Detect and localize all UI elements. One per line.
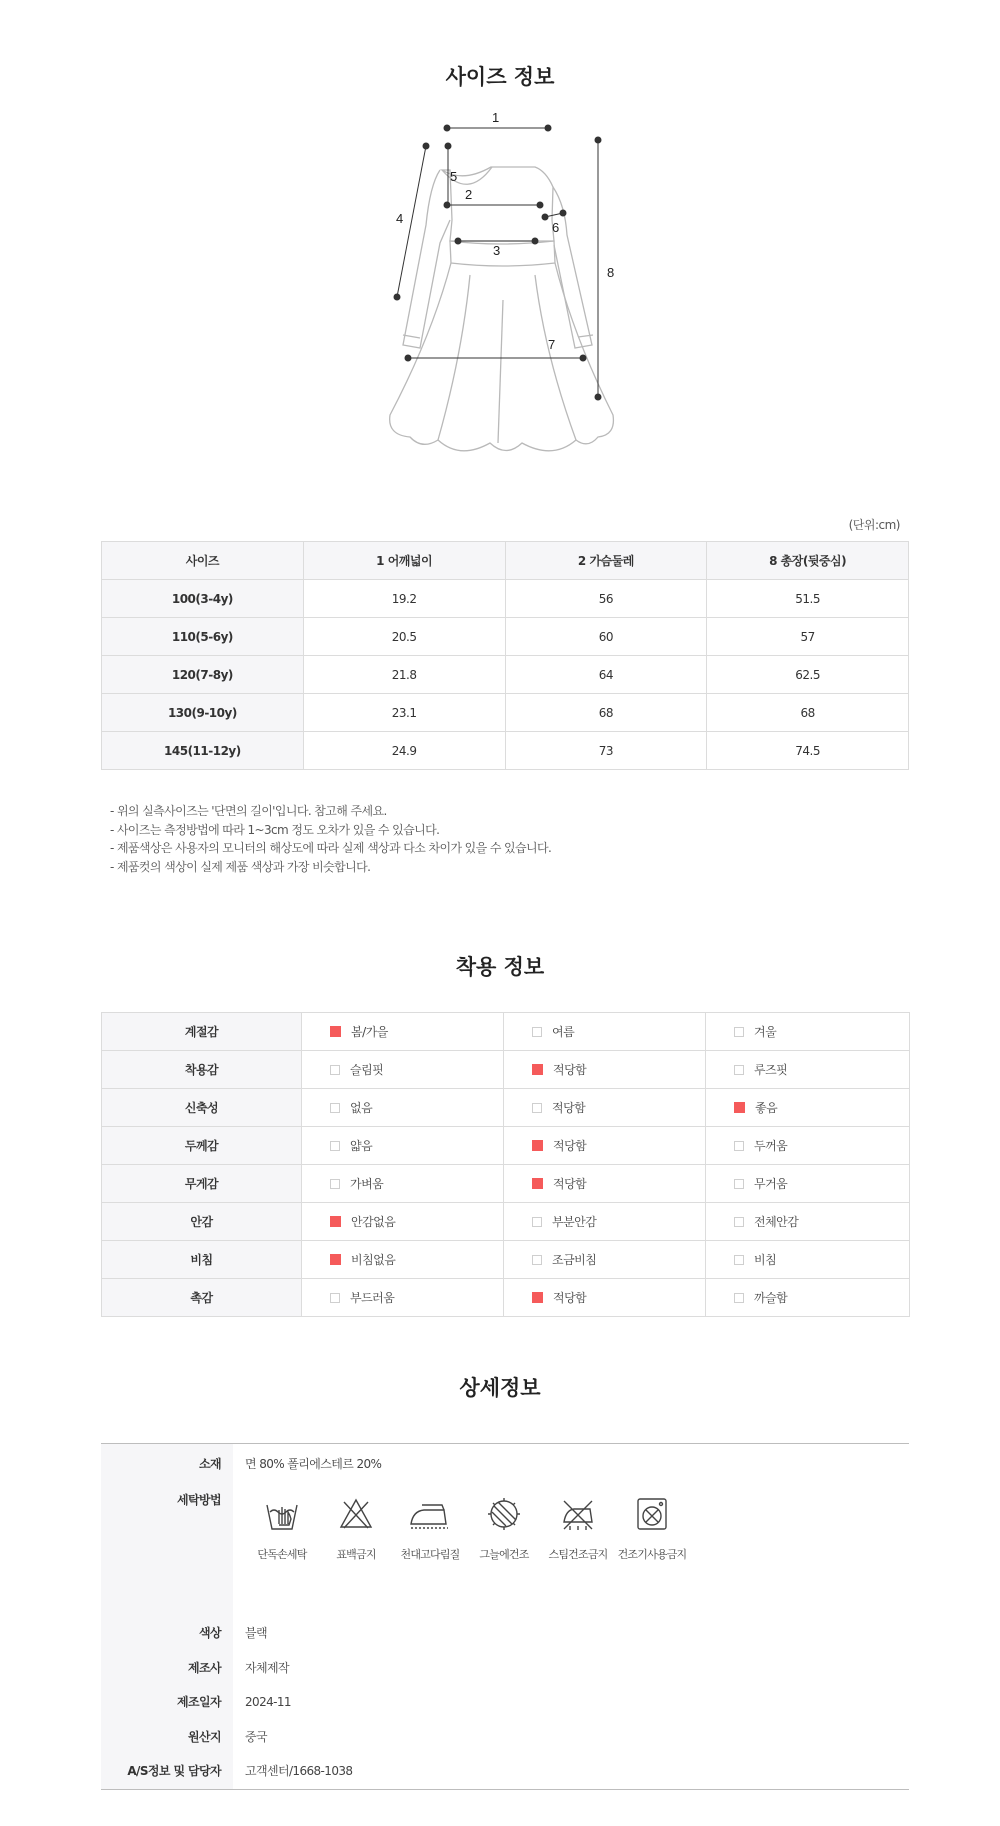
care-text: 단독손세탁 bbox=[257, 1548, 307, 1561]
table-row bbox=[102, 1013, 910, 1051]
fit-option-label: 없음 bbox=[350, 1101, 373, 1115]
shoulder-cell: 21.8 bbox=[303, 656, 505, 694]
fit-option bbox=[706, 1279, 910, 1317]
fit-label: 계절감 bbox=[102, 1013, 302, 1051]
length-cell: 74.5 bbox=[707, 732, 909, 770]
detail-row bbox=[101, 1720, 909, 1755]
shade-dry-icon-item bbox=[467, 1496, 541, 1562]
fit-option-label: 적당함 bbox=[552, 1101, 586, 1115]
chest-cell: 68 bbox=[505, 694, 707, 732]
table-row bbox=[102, 1165, 910, 1203]
detail-value: 2024-11 bbox=[245, 1695, 291, 1709]
shoulder-cell: 24.9 bbox=[303, 732, 505, 770]
care-text: 건조기사용금지 bbox=[617, 1548, 687, 1561]
unchecked-box-icon bbox=[532, 1027, 542, 1037]
fit-option bbox=[706, 1241, 910, 1279]
fit-option-label: 슬림핏 bbox=[350, 1063, 384, 1077]
checked-box-icon bbox=[330, 1026, 341, 1037]
header-chest: 2 가슴둘레 bbox=[505, 542, 707, 580]
fit-option bbox=[504, 1203, 706, 1241]
no-tumble-dry-icon bbox=[634, 1496, 670, 1532]
fit-option bbox=[504, 1241, 706, 1279]
fit-option bbox=[504, 1165, 706, 1203]
care-label: 세탁방법 bbox=[101, 1484, 233, 1616]
unchecked-box-icon bbox=[532, 1103, 542, 1113]
detail-table bbox=[101, 1443, 909, 1790]
table-row bbox=[102, 1203, 910, 1241]
fit-label: 비침 bbox=[102, 1241, 302, 1279]
detail-row bbox=[101, 1651, 909, 1686]
unchecked-box-icon bbox=[330, 1293, 340, 1303]
table-row bbox=[102, 1241, 910, 1279]
table-row bbox=[102, 1279, 910, 1317]
no-bleach-icon bbox=[338, 1496, 374, 1532]
detail-value: 블랙 bbox=[245, 1626, 267, 1640]
fit-option bbox=[302, 1089, 504, 1127]
note-item: - 제품컷의 색상이 실제 제품 색상과 가장 비슷합니다. bbox=[110, 859, 371, 874]
size-table-header bbox=[102, 542, 909, 580]
unit-label: (단위:cm) bbox=[848, 518, 900, 532]
fit-option-label: 두꺼움 bbox=[754, 1139, 788, 1153]
table-row bbox=[102, 1127, 910, 1165]
detail-label: 제조일자 bbox=[101, 1685, 233, 1720]
fit-option bbox=[504, 1279, 706, 1317]
detail-label: 원산지 bbox=[101, 1720, 233, 1755]
unchecked-box-icon bbox=[734, 1141, 744, 1151]
label-2: 2 bbox=[465, 187, 473, 202]
checked-box-icon bbox=[330, 1216, 341, 1227]
detail-value: 자체제작 bbox=[245, 1660, 289, 1675]
care-text: 스팀건조금지 bbox=[548, 1548, 608, 1561]
no-steam-dry-icon bbox=[560, 1496, 596, 1532]
fit-option bbox=[504, 1051, 706, 1089]
fit-option-label: 겨울 bbox=[754, 1025, 777, 1039]
fit-option-label: 가벼움 bbox=[350, 1177, 384, 1191]
fit-option-label: 얇음 bbox=[350, 1139, 373, 1153]
fit-option-label: 비침없음 bbox=[351, 1253, 396, 1267]
length-cell: 68 bbox=[707, 694, 909, 732]
header-length: 8 총장(뒷중심) bbox=[707, 542, 909, 580]
fit-option-label: 조금비침 bbox=[552, 1253, 597, 1267]
no-bleach-icon-item bbox=[319, 1496, 393, 1562]
fit-option bbox=[302, 1127, 504, 1165]
dress-measurement-diagram bbox=[370, 110, 650, 475]
fit-option bbox=[504, 1089, 706, 1127]
fit-option-label: 안감없음 bbox=[351, 1215, 396, 1229]
fit-option bbox=[504, 1127, 706, 1165]
fit-option bbox=[706, 1127, 910, 1165]
table-row bbox=[102, 1051, 910, 1089]
table-row bbox=[102, 1089, 910, 1127]
care-text: 천대고다림질 bbox=[400, 1548, 460, 1561]
length-cell: 51.5 bbox=[707, 580, 909, 618]
fit-option-label: 비침 bbox=[754, 1253, 777, 1267]
fit-label: 촉감 bbox=[102, 1279, 302, 1317]
table-row bbox=[102, 618, 909, 656]
label-8: 8 bbox=[607, 265, 615, 280]
table-row bbox=[102, 732, 909, 770]
fit-label: 안감 bbox=[102, 1203, 302, 1241]
fit-option bbox=[504, 1013, 706, 1051]
checked-box-icon bbox=[532, 1064, 543, 1075]
fit-option-label: 전체안감 bbox=[754, 1215, 799, 1229]
size-section-title: 사이즈 정보 bbox=[445, 65, 555, 89]
note-item: - 위의 실측사이즈는 '단면의 길이'입니다. 참고해 주세요. bbox=[110, 804, 387, 818]
fit-option-label: 적당함 bbox=[553, 1139, 587, 1153]
checked-box-icon bbox=[734, 1102, 745, 1113]
care-list bbox=[233, 1484, 909, 1616]
table-row bbox=[102, 580, 909, 618]
size-cell: 110(5-6y) bbox=[102, 618, 304, 656]
label-5: 5 bbox=[450, 169, 458, 184]
fit-label: 무게감 bbox=[102, 1165, 302, 1203]
fit-option-label: 적당함 bbox=[553, 1063, 587, 1077]
fit-option-label: 까슬함 bbox=[754, 1291, 788, 1305]
detail-label: 색상 bbox=[101, 1616, 233, 1651]
fit-label: 신축성 bbox=[102, 1089, 302, 1127]
fit-option bbox=[302, 1165, 504, 1203]
chest-cell: 73 bbox=[505, 732, 707, 770]
detail-row bbox=[101, 1754, 909, 1789]
detail-section-title: 상세정보 bbox=[459, 1376, 541, 1400]
fit-option-label: 적당함 bbox=[553, 1177, 587, 1191]
material-label: 소재 bbox=[101, 1444, 233, 1484]
shade-dry-icon bbox=[486, 1496, 522, 1532]
unchecked-box-icon bbox=[330, 1179, 340, 1189]
fit-option bbox=[302, 1013, 504, 1051]
fit-option-label: 좋음 bbox=[755, 1101, 778, 1115]
fit-option-label: 부드러움 bbox=[350, 1291, 395, 1305]
detail-row-care bbox=[101, 1484, 909, 1616]
care-text: 그늘에건조 bbox=[479, 1548, 529, 1561]
no-tumble-dry-icon-item bbox=[615, 1496, 689, 1562]
fit-option bbox=[302, 1203, 504, 1241]
label-1: 1 bbox=[492, 110, 500, 125]
size-cell: 100(3-4y) bbox=[102, 580, 304, 618]
fit-option bbox=[706, 1013, 910, 1051]
fit-option bbox=[706, 1089, 910, 1127]
note-item: - 사이즈는 측정방법에 따라 1~3cm 정도 오차가 있을 수 있습니다. bbox=[110, 822, 440, 837]
detail-row bbox=[101, 1685, 909, 1720]
no-steam-dry-icon-item bbox=[541, 1496, 615, 1562]
material-value: 면 80% 폴리에스테르 20% bbox=[245, 1457, 382, 1471]
table-row bbox=[102, 656, 909, 694]
checked-box-icon bbox=[532, 1292, 543, 1303]
note-item: - 제품색상은 사용자의 모니터의 해상도에 따라 실제 색상과 다소 차이가 있을 수 있습니다. bbox=[110, 841, 552, 855]
unchecked-box-icon bbox=[734, 1217, 744, 1227]
label-6: 6 bbox=[552, 220, 560, 235]
chest-cell: 60 bbox=[505, 618, 707, 656]
chest-cell: 56 bbox=[505, 580, 707, 618]
fit-option-label: 루즈핏 bbox=[754, 1063, 788, 1077]
fit-option-label: 부분안감 bbox=[552, 1215, 597, 1229]
size-cell: 120(7-8y) bbox=[102, 656, 304, 694]
fit-option bbox=[706, 1203, 910, 1241]
fit-table bbox=[101, 1012, 910, 1317]
checked-box-icon bbox=[532, 1140, 543, 1151]
fit-option-label: 적당함 bbox=[553, 1291, 587, 1305]
unchecked-box-icon bbox=[734, 1179, 744, 1189]
unchecked-box-icon bbox=[330, 1141, 340, 1151]
hand-wash-icon-item bbox=[245, 1496, 319, 1562]
fit-option bbox=[302, 1051, 504, 1089]
fit-label: 착용감 bbox=[102, 1051, 302, 1089]
label-4: 4 bbox=[396, 211, 404, 226]
header-shoulder: 1 어깨넓이 bbox=[303, 542, 505, 580]
unchecked-box-icon bbox=[532, 1255, 542, 1265]
chest-cell: 64 bbox=[505, 656, 707, 694]
fit-section-title: 착용 정보 bbox=[455, 955, 545, 979]
shoulder-cell: 19.2 bbox=[303, 580, 505, 618]
unchecked-box-icon bbox=[734, 1293, 744, 1303]
size-table bbox=[101, 541, 909, 770]
label-3: 3 bbox=[493, 243, 501, 258]
fit-option-label: 무거움 bbox=[754, 1177, 788, 1191]
fit-option-label: 여름 bbox=[552, 1025, 575, 1039]
fit-option bbox=[706, 1051, 910, 1089]
unchecked-box-icon bbox=[532, 1217, 542, 1227]
fit-label: 두께감 bbox=[102, 1127, 302, 1165]
table-row bbox=[102, 694, 909, 732]
detail-row bbox=[101, 1616, 909, 1651]
detail-label: 제조사 bbox=[101, 1651, 233, 1686]
length-cell: 57 bbox=[707, 618, 909, 656]
unchecked-box-icon bbox=[330, 1103, 340, 1113]
detail-value: 중국 bbox=[245, 1729, 267, 1744]
shoulder-cell: 23.1 bbox=[303, 694, 505, 732]
shoulder-cell: 20.5 bbox=[303, 618, 505, 656]
header-size: 사이즈 bbox=[102, 542, 304, 580]
unchecked-box-icon bbox=[734, 1255, 744, 1265]
hand-wash-icon bbox=[264, 1496, 300, 1532]
low-iron-icon bbox=[408, 1496, 452, 1532]
detail-value: 고객센터/1668-1038 bbox=[245, 1764, 353, 1778]
unchecked-box-icon bbox=[734, 1065, 744, 1075]
unchecked-box-icon bbox=[734, 1027, 744, 1037]
length-cell: 62.5 bbox=[707, 656, 909, 694]
size-cell: 130(9-10y) bbox=[102, 694, 304, 732]
detail-row-material bbox=[101, 1444, 909, 1484]
fit-option bbox=[706, 1165, 910, 1203]
size-cell: 145(11-12y) bbox=[102, 732, 304, 770]
label-7: 7 bbox=[548, 337, 556, 352]
unchecked-box-icon bbox=[330, 1065, 340, 1075]
fit-option bbox=[302, 1279, 504, 1317]
low-iron-icon-item bbox=[393, 1496, 467, 1562]
checked-box-icon bbox=[532, 1178, 543, 1189]
size-notes bbox=[110, 802, 551, 876]
fit-option bbox=[302, 1241, 504, 1279]
checked-box-icon bbox=[330, 1254, 341, 1265]
care-text: 표백금지 bbox=[336, 1548, 376, 1561]
detail-label: A/S정보 및 담당자 bbox=[101, 1754, 233, 1789]
fit-option-label: 봄/가을 bbox=[351, 1025, 388, 1039]
